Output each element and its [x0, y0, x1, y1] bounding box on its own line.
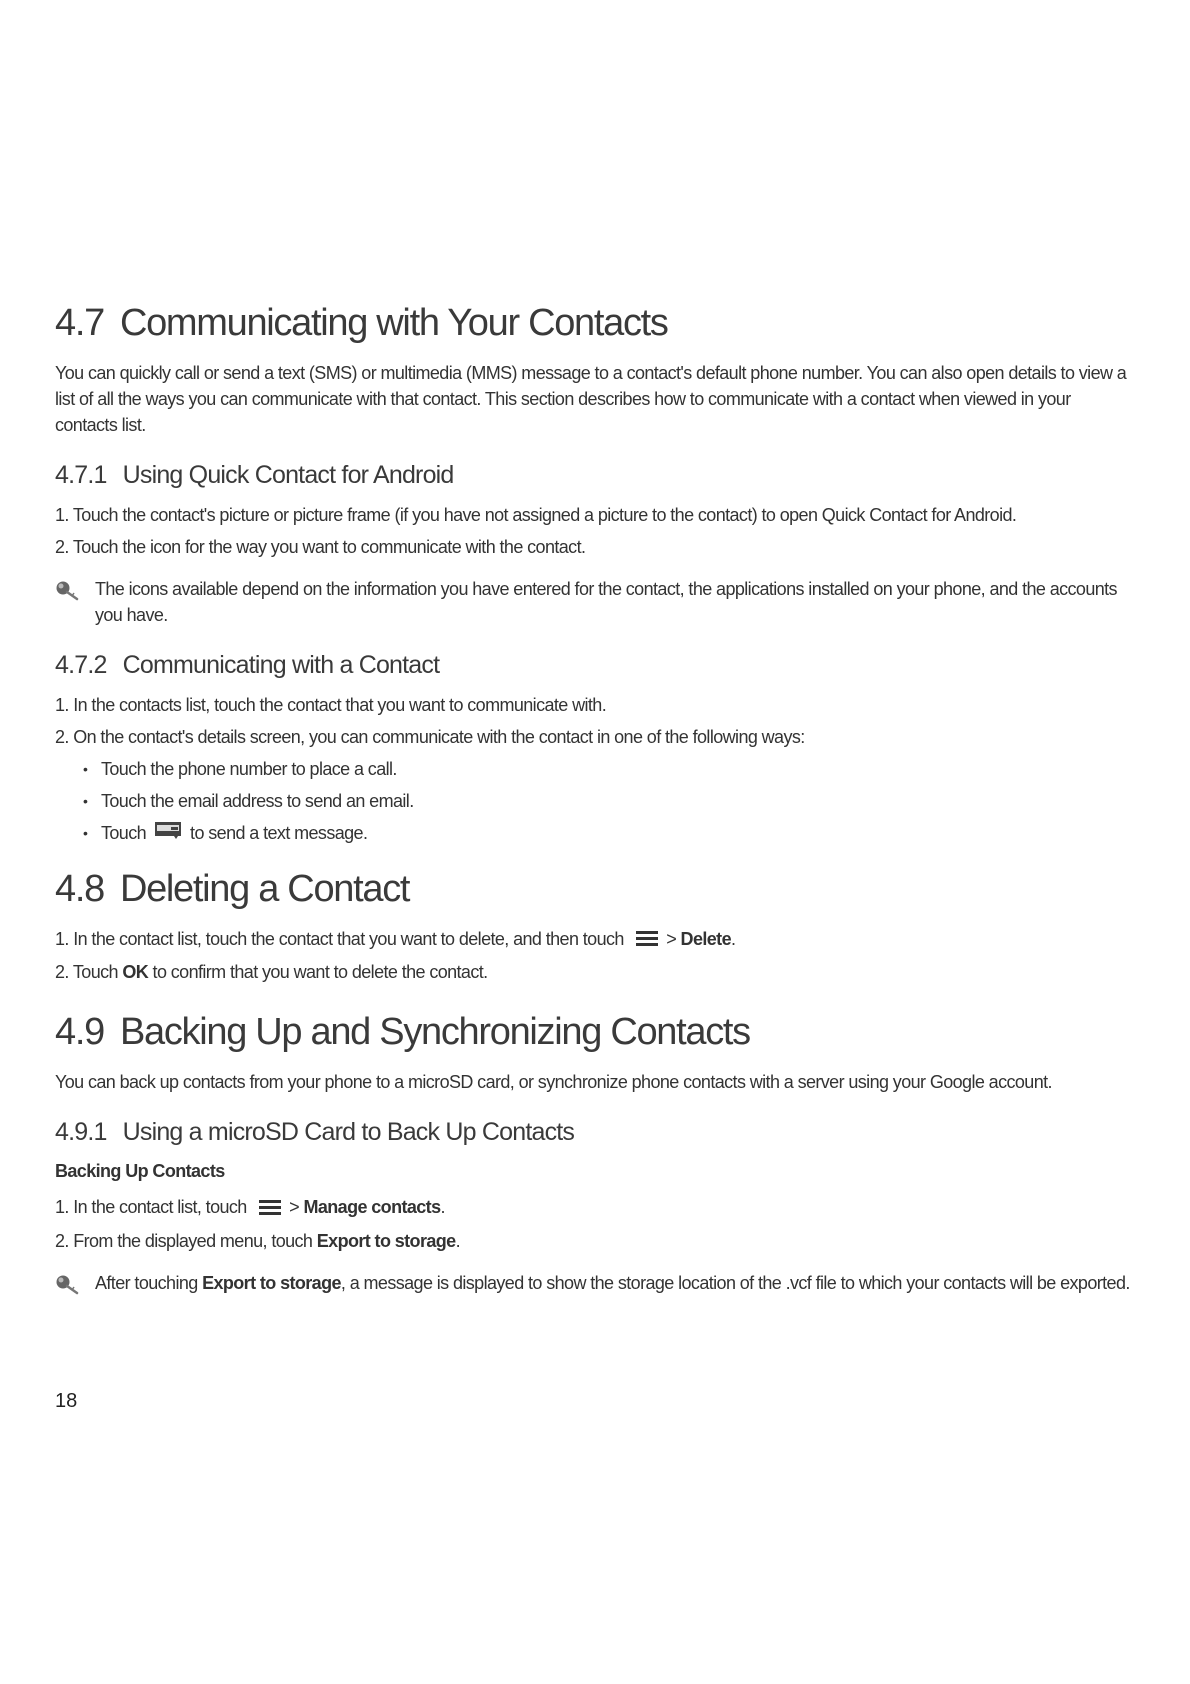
note-text-part: After touching [95, 1272, 203, 1293]
sub-heading: Backing Up Contacts [55, 1161, 225, 1182]
message-icon [154, 820, 182, 846]
list-item-text: Touch the email address to send an email. [101, 791, 414, 811]
subsection-heading [55, 1117, 1135, 1147]
section-number: 4.8 [55, 868, 104, 910]
step-bold-text: Manage contacts [303, 1197, 441, 1218]
bullet-dot: • [83, 761, 88, 777]
step-text: to confirm that you want to delete the contact. [148, 962, 488, 983]
menu-icon [259, 1196, 281, 1222]
page-number: 18 [55, 1390, 78, 1412]
step-1: 1. Touch the contact's picture or picture frame (if you have not assigned a picture to the contact) to open Quick Contact for Android. [55, 505, 1017, 525]
note-text [95, 1270, 1135, 1296]
step-text: . [730, 929, 736, 949]
step-text: 1. In the contact list, touch [55, 1197, 247, 1218]
step-2: 2. Touch the icon for the way you want to communicate with the contact. [55, 537, 586, 557]
magnifier-note-icon [55, 1270, 95, 1301]
list-item [83, 820, 1135, 846]
subsection-number: 4.9.1 [55, 1118, 107, 1147]
note [55, 576, 1135, 628]
step-1: 1. In the contacts list, touch the contact that you want to communicate with. [55, 695, 607, 715]
step-text: 2. From the displayed menu, touch [55, 1230, 317, 1251]
document-page [55, 300, 1135, 1313]
menu-icon [636, 927, 658, 953]
subsection-title: Using a microSD Card to Back Up Contacts [122, 1118, 575, 1147]
magnifier-note-icon [55, 576, 95, 607]
section-heading [55, 1009, 1135, 1055]
subsection-title: Using Quick Contact for Android [122, 461, 454, 489]
bullet-dot: • [83, 825, 88, 841]
section-number: 4.7 [55, 302, 104, 344]
step-text: 2. Touch [55, 962, 123, 983]
step-bold-text: Export to storage [316, 1230, 456, 1251]
section-title: Backing Up and Synchronizing Contacts [119, 1011, 750, 1054]
subsection-title: Communicating with a Contact [122, 651, 440, 679]
section-4-8 [55, 866, 1135, 985]
note-bold-text: Export to storage [202, 1272, 341, 1293]
section-heading [55, 866, 1135, 912]
subsection-number: 4.7.1 [55, 461, 107, 489]
step-text: > [289, 1197, 304, 1218]
step-bold-text: Delete [680, 929, 731, 949]
list-item-text: Touch the phone number to place a call. [101, 759, 397, 779]
step-text: > [666, 929, 681, 949]
step-text: . [440, 1197, 445, 1218]
section-intro: You can back up contacts from your phone to a microSD card, or synchronize phone contacts with a server using your Google account. [55, 1072, 1052, 1093]
section-intro: You can quickly call or send a text (SMS) or multimedia (MMS) message to a contact's default phone number. You can also open details to view a list of all the ways you can communicate with that contact. This section describes how to communicate with a contact when viewed in your contacts list. [55, 363, 1127, 435]
note [55, 1270, 1135, 1301]
section-title: Communicating with Your Contacts [119, 302, 668, 344]
step-text: . [455, 1230, 460, 1251]
step-2 [55, 959, 1135, 985]
subsection-heading [55, 650, 1135, 680]
section-number: 4.9 [55, 1011, 104, 1054]
section-title: Deleting a Contact [119, 868, 410, 910]
step-1 [55, 926, 1135, 953]
step-2 [55, 1228, 1135, 1254]
step-text: 1. In the contact list, touch the contact that you want to delete, and then touch [55, 929, 624, 949]
section-heading [55, 300, 1135, 346]
step-bold-text: OK [122, 962, 149, 983]
step-1 [55, 1194, 1135, 1221]
note-text-part: , a message is displayed to show the storage location of the .vcf file to which your contacts will be exported. [340, 1272, 1130, 1293]
section-4-7 [55, 300, 1135, 846]
bullet-dot: • [83, 793, 88, 809]
bullet-list [55, 756, 1135, 846]
list-item-text: to send a text message. [190, 823, 368, 843]
step-2: 2. On the contact's details screen, you can communicate with the contact in one of the following ways: [55, 727, 805, 747]
list-item-text: Touch [101, 823, 147, 843]
list-item [83, 788, 1135, 814]
section-4-9 [55, 1009, 1135, 1300]
subsection-heading [55, 460, 1135, 490]
subsection-number: 4.7.2 [55, 651, 107, 679]
list-item [83, 756, 1135, 782]
note-text: The icons available depend on the information you have entered for the contact, the applications installed on your phone, and the accounts you have. [95, 579, 1117, 625]
